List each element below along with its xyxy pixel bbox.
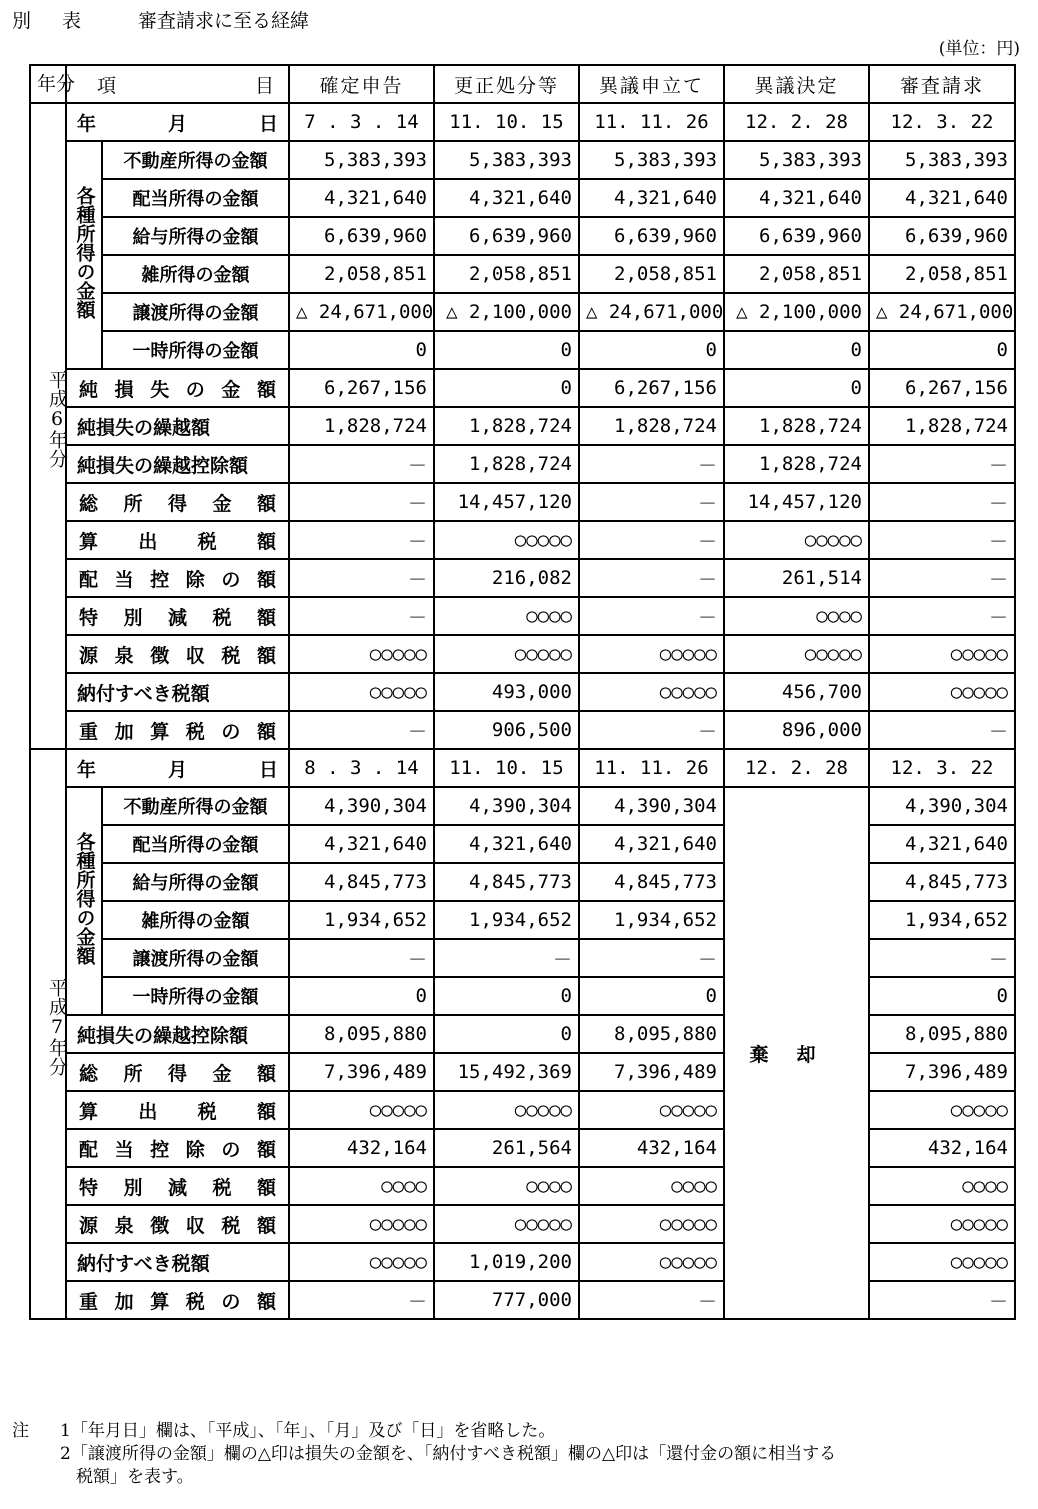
value-cell: 0 xyxy=(434,1015,579,1053)
year-column-header: 年分 xyxy=(30,65,66,103)
value-cell: 0 xyxy=(289,977,434,1015)
income-row-label: 配当所得の金額 xyxy=(102,825,289,863)
summary-row-label xyxy=(66,1205,289,1243)
summary-row xyxy=(30,597,1015,635)
value-cell: ○○○○ xyxy=(434,1167,579,1205)
income-row xyxy=(30,255,1015,293)
income-row-label: 雑所得の金額 xyxy=(102,901,289,939)
value-cell: 0 xyxy=(869,331,1015,369)
value-cell: － xyxy=(869,939,1015,977)
value-cell: 456,700 xyxy=(724,673,869,711)
row-label-text: 納付すべき税額 xyxy=(77,1252,210,1275)
value-cell: － xyxy=(869,483,1015,521)
value-cell: ○○○○○ xyxy=(869,1205,1015,1243)
value-cell: 0 xyxy=(434,977,579,1015)
value-cell: 5,383,393 xyxy=(289,141,434,179)
value-cell: 1,828,724 xyxy=(434,407,579,445)
value-cell: 14,457,120 xyxy=(724,483,869,521)
date-label-part: 月 xyxy=(167,758,187,781)
summary-row-label xyxy=(66,635,289,673)
value-cell: － xyxy=(434,939,579,977)
value-cell: － xyxy=(289,559,434,597)
summary-row-label xyxy=(66,1015,289,1053)
summary-row xyxy=(30,483,1015,521)
income-row xyxy=(30,331,1015,369)
value-cell: 0 xyxy=(724,331,869,369)
date-label-part: 日 xyxy=(258,112,278,135)
summary-row-label xyxy=(66,445,289,483)
income-row xyxy=(30,141,1015,179)
value-cell: ○○○○ xyxy=(869,1167,1015,1205)
value-cell: ○○○○○ xyxy=(869,673,1015,711)
item-column-header: 項 目 xyxy=(66,65,289,103)
value-cell: 0 xyxy=(869,977,1015,1015)
income-row-label: 不動産所得の金額 xyxy=(102,787,289,825)
summary-row-label xyxy=(66,673,289,711)
value-cell: ○○○○○ xyxy=(579,673,724,711)
value-cell: － xyxy=(579,939,724,977)
value-cell: △ 24,671,000 xyxy=(579,293,724,331)
value-cell: 906,500 xyxy=(434,711,579,749)
summary-row-label xyxy=(66,483,289,521)
value-cell: 1,828,724 xyxy=(579,407,724,445)
value-cell: 1,828,724 xyxy=(724,407,869,445)
income-row xyxy=(30,179,1015,217)
value-cell: 432,164 xyxy=(869,1129,1015,1167)
value-cell: 0 xyxy=(579,977,724,1015)
value-cell: － xyxy=(289,521,434,559)
summary-row-label xyxy=(66,559,289,597)
value-cell: 4,321,640 xyxy=(434,825,579,863)
value-cell: △ 2,100,000 xyxy=(724,293,869,331)
summary-row-label xyxy=(66,521,289,559)
value-cell: 432,164 xyxy=(579,1129,724,1167)
value-cell: 4,321,640 xyxy=(579,179,724,217)
date-label-part: 日 xyxy=(258,758,278,781)
value-cell: 1,019,200 xyxy=(434,1243,579,1281)
date-cell: 11. 11. 26 xyxy=(579,103,724,141)
value-cell: 1,828,724 xyxy=(289,407,434,445)
value-cell: 0 xyxy=(724,369,869,407)
value-cell: － xyxy=(869,521,1015,559)
value-cell: － xyxy=(869,1281,1015,1319)
row-label-text: 総 所 得 金 額 xyxy=(79,492,276,515)
value-cell: ○○○○○ xyxy=(579,1243,724,1281)
notes-label: 注 xyxy=(12,1421,29,1441)
value-cell: ○○○○○ xyxy=(434,1091,579,1129)
row-label-text: 算 出 税 額 xyxy=(79,530,276,553)
value-cell: ○○○○ xyxy=(434,597,579,635)
value-cell: 4,845,773 xyxy=(434,863,579,901)
value-cell: － xyxy=(579,711,724,749)
value-cell: － xyxy=(869,559,1015,597)
summary-row xyxy=(30,673,1015,711)
value-cell: 14,457,120 xyxy=(434,483,579,521)
value-cell: 0 xyxy=(579,331,724,369)
date-label-part: 年 xyxy=(77,758,97,781)
date-row xyxy=(30,103,1015,141)
value-cell: △ 24,671,000 xyxy=(289,293,434,331)
value-cell: △ 24,671,000 xyxy=(869,293,1015,331)
value-cell: 4,321,640 xyxy=(869,179,1015,217)
value-cell: ○○○○○ xyxy=(579,635,724,673)
col-header-review-request: 審査請求 xyxy=(869,65,1015,103)
value-cell: ○○○○ xyxy=(724,597,869,635)
rejected-cell: 棄却 xyxy=(724,787,869,1319)
value-cell: 4,845,773 xyxy=(869,863,1015,901)
income-row-label: 不動産所得の金額 xyxy=(102,141,289,179)
value-cell: ○○○○ xyxy=(579,1167,724,1205)
col-header-objection: 異議申立て xyxy=(579,65,724,103)
row-label-text: 純損失の繰越控除額 xyxy=(77,1024,249,1047)
value-cell: － xyxy=(289,483,434,521)
row-label-text: 納付すべき税額 xyxy=(77,682,210,705)
value-cell: 5,383,393 xyxy=(724,141,869,179)
vertical-label-text: 平成6年分 xyxy=(46,370,68,468)
value-cell: ○○○○○ xyxy=(724,521,869,559)
value-cell: － xyxy=(289,711,434,749)
income-row-label: 譲渡所得の金額 xyxy=(102,293,289,331)
unit-label: (単位：円) xyxy=(938,39,1020,59)
value-cell: － xyxy=(289,445,434,483)
value-cell: 6,267,156 xyxy=(869,369,1015,407)
value-cell: 6,639,960 xyxy=(869,217,1015,255)
income-row xyxy=(30,787,1015,825)
summary-row-label xyxy=(66,1129,289,1167)
value-cell: 4,321,640 xyxy=(434,179,579,217)
value-cell: － xyxy=(579,597,724,635)
value-cell: 5,383,393 xyxy=(579,141,724,179)
value-cell: ○○○○○ xyxy=(289,1091,434,1129)
income-row-label: 給与所得の金額 xyxy=(102,217,289,255)
value-cell: － xyxy=(579,445,724,483)
row-label-text: 重 加 算 税 の 額 xyxy=(79,1290,276,1313)
income-row-label: 一時所得の金額 xyxy=(102,331,289,369)
section-heisei-7 xyxy=(30,749,1015,1319)
value-cell: ○○○○○ xyxy=(289,1243,434,1281)
value-cell: 261,514 xyxy=(724,559,869,597)
value-cell: 4,390,304 xyxy=(579,787,724,825)
summary-row-label xyxy=(66,369,289,407)
row-label-text: 重 加 算 税 の 額 xyxy=(79,720,276,743)
section-heisei-6 xyxy=(30,103,1015,749)
value-cell: － xyxy=(869,597,1015,635)
value-cell: 2,058,851 xyxy=(289,255,434,293)
value-cell: － xyxy=(579,559,724,597)
value-cell: － xyxy=(289,939,434,977)
date-cell: 12. 2. 28 xyxy=(724,103,869,141)
col-header-filing: 確定申告 xyxy=(289,65,434,103)
note-2-continued: 税額」を表す。 xyxy=(76,1467,194,1487)
value-cell: 8,095,880 xyxy=(579,1015,724,1053)
value-cell: 493,000 xyxy=(434,673,579,711)
value-cell: 2,058,851 xyxy=(724,255,869,293)
row-label-text: 特 別 減 税 額 xyxy=(79,606,276,629)
value-cell: 0 xyxy=(434,331,579,369)
vertical-label-text: 平成7年分 xyxy=(46,978,68,1076)
value-cell: － xyxy=(289,1281,434,1319)
value-cell: △ 2,100,000 xyxy=(434,293,579,331)
summary-row xyxy=(30,445,1015,483)
vertical-label-text: 各種所得の金額 xyxy=(73,186,96,319)
date-cell: 12. 3. 22 xyxy=(869,103,1015,141)
vertical-label-text: 各種所得の金額 xyxy=(73,832,96,965)
year-label xyxy=(30,749,66,1319)
date-cell: 7 . 3 . 14 xyxy=(289,103,434,141)
summary-row xyxy=(30,711,1015,749)
value-cell: 1,828,724 xyxy=(869,407,1015,445)
summary-row-label xyxy=(66,1167,289,1205)
value-cell: ○○○○○ xyxy=(289,1205,434,1243)
value-cell: 4,321,640 xyxy=(289,825,434,863)
value-cell: ○○○○○ xyxy=(579,1091,724,1129)
income-row-label: 給与所得の金額 xyxy=(102,863,289,901)
value-cell: 6,639,960 xyxy=(289,217,434,255)
value-cell: 4,321,640 xyxy=(289,179,434,217)
history-table xyxy=(29,64,1016,1320)
summary-row xyxy=(30,559,1015,597)
row-label-text: 算 出 税 額 xyxy=(79,1100,276,1123)
date-cell: 8 . 3 . 14 xyxy=(289,749,434,787)
year-label xyxy=(30,103,66,749)
value-cell: － xyxy=(579,483,724,521)
value-cell: 1,934,652 xyxy=(289,901,434,939)
value-cell: 15,492,369 xyxy=(434,1053,579,1091)
value-cell: ○○○○○ xyxy=(289,635,434,673)
date-cell: 11. 10. 15 xyxy=(434,749,579,787)
income-row-label: 配当所得の金額 xyxy=(102,179,289,217)
value-cell: 4,390,304 xyxy=(869,787,1015,825)
col-header-correction: 更正処分等 xyxy=(434,65,579,103)
summary-row xyxy=(30,369,1015,407)
row-label-text: 源 泉 徴 収 税 額 xyxy=(79,1214,276,1237)
value-cell: 7,396,489 xyxy=(579,1053,724,1091)
value-cell: － xyxy=(579,1281,724,1319)
value-cell: 7,396,489 xyxy=(869,1053,1015,1091)
value-cell: 4,390,304 xyxy=(289,787,434,825)
value-cell: 1,934,652 xyxy=(434,901,579,939)
value-cell: 777,000 xyxy=(434,1281,579,1319)
summary-row-label xyxy=(66,1053,289,1091)
value-cell: 6,267,156 xyxy=(579,369,724,407)
summary-row xyxy=(30,635,1015,673)
row-label-text: 特 別 減 税 額 xyxy=(79,1176,276,1199)
date-cell: 12. 2. 28 xyxy=(724,749,869,787)
date-label xyxy=(66,103,289,141)
value-cell: 4,321,640 xyxy=(724,179,869,217)
document-title: 審査請求に至る経緯 xyxy=(138,10,310,32)
value-cell: 4,390,304 xyxy=(434,787,579,825)
value-cell: 6,639,960 xyxy=(434,217,579,255)
value-cell: 5,383,393 xyxy=(869,141,1015,179)
income-row xyxy=(30,293,1015,331)
value-cell: 2,058,851 xyxy=(434,255,579,293)
row-label-text: 総 所 得 金 額 xyxy=(79,1062,276,1085)
summary-row-label xyxy=(66,1091,289,1129)
row-label-text: 配 当 控 除 の 額 xyxy=(79,1138,276,1161)
value-cell: 7,396,489 xyxy=(289,1053,434,1091)
value-cell: － xyxy=(579,521,724,559)
row-label-text: 配 当 控 除 の 額 xyxy=(79,568,276,591)
date-row xyxy=(30,749,1015,787)
value-cell: 216,082 xyxy=(434,559,579,597)
value-cell: 1,934,652 xyxy=(869,901,1015,939)
value-cell: ○○○○○ xyxy=(579,1205,724,1243)
appendix-label: 別 表 xyxy=(12,10,88,32)
value-cell: 8,095,880 xyxy=(869,1015,1015,1053)
value-cell: 0 xyxy=(289,331,434,369)
value-cell: ○○○○○ xyxy=(869,1243,1015,1281)
date-label-part: 月 xyxy=(167,112,187,135)
income-row xyxy=(30,217,1015,255)
value-cell: ○○○○○ xyxy=(434,521,579,559)
row-label-text: 純損失の繰越控除額 xyxy=(77,454,249,477)
value-cell: 8,095,880 xyxy=(289,1015,434,1053)
value-cell: － xyxy=(289,597,434,635)
row-label-text: 純損失の繰越額 xyxy=(77,416,211,439)
value-cell: ○○○○○ xyxy=(434,635,579,673)
value-cell: ○○○○○ xyxy=(434,1205,579,1243)
value-cell: 261,564 xyxy=(434,1129,579,1167)
date-cell: 11. 11. 26 xyxy=(579,749,724,787)
value-cell: 1,934,652 xyxy=(579,901,724,939)
value-cell: 6,267,156 xyxy=(289,369,434,407)
income-row-label: 譲渡所得の金額 xyxy=(102,939,289,977)
column-header-row xyxy=(30,65,1015,103)
income-group-label xyxy=(66,141,102,369)
date-cell: 12. 3. 22 xyxy=(869,749,1015,787)
value-cell: 5,383,393 xyxy=(434,141,579,179)
value-cell: ○○○○○ xyxy=(869,635,1015,673)
note-1: 1「年月日」欄は、「平成」、「年」、「月」及び「日」を省略した。 xyxy=(60,1421,556,1441)
summary-row-label xyxy=(66,1243,289,1281)
value-cell: － xyxy=(869,711,1015,749)
notes xyxy=(12,1420,836,1489)
row-label-text: 源 泉 徴 収 税 額 xyxy=(79,644,276,667)
note-2: 2「譲渡所得の金額」欄の△印は損失の金額を、「納付すべき税額」欄の△印は「還付金の額に相当する xyxy=(60,1444,837,1464)
summary-row-label xyxy=(66,597,289,635)
value-cell: 0 xyxy=(434,369,579,407)
value-cell: ○○○○ xyxy=(289,1167,434,1205)
summary-row-label xyxy=(66,711,289,749)
summary-row xyxy=(30,521,1015,559)
value-cell: 4,845,773 xyxy=(289,863,434,901)
col-header-objection-decision: 異議決定 xyxy=(724,65,869,103)
value-cell: ○○○○○ xyxy=(869,1091,1015,1129)
value-cell: 4,321,640 xyxy=(869,825,1015,863)
value-cell: ○○○○○ xyxy=(724,635,869,673)
value-cell: 1,828,724 xyxy=(724,445,869,483)
date-cell: 11. 10. 15 xyxy=(434,103,579,141)
value-cell: 6,639,960 xyxy=(724,217,869,255)
income-row-label: 雑所得の金額 xyxy=(102,255,289,293)
summary-row-label xyxy=(66,407,289,445)
value-cell: ○○○○○ xyxy=(289,673,434,711)
value-cell: 4,321,640 xyxy=(579,825,724,863)
value-cell: 432,164 xyxy=(289,1129,434,1167)
value-cell: 896,000 xyxy=(724,711,869,749)
value-cell: 2,058,851 xyxy=(579,255,724,293)
value-cell: 6,639,960 xyxy=(579,217,724,255)
summary-row xyxy=(30,407,1015,445)
value-cell: － xyxy=(869,445,1015,483)
summary-row-label xyxy=(66,1281,289,1319)
date-label-part: 年 xyxy=(77,112,97,135)
document-header xyxy=(12,6,309,33)
income-row-label: 一時所得の金額 xyxy=(102,977,289,1015)
value-cell: 1,828,724 xyxy=(434,445,579,483)
value-cell: 2,058,851 xyxy=(869,255,1015,293)
date-label xyxy=(66,749,289,787)
value-cell: 4,845,773 xyxy=(579,863,724,901)
row-label-text: 純 損 失 の 金 額 xyxy=(79,378,276,401)
